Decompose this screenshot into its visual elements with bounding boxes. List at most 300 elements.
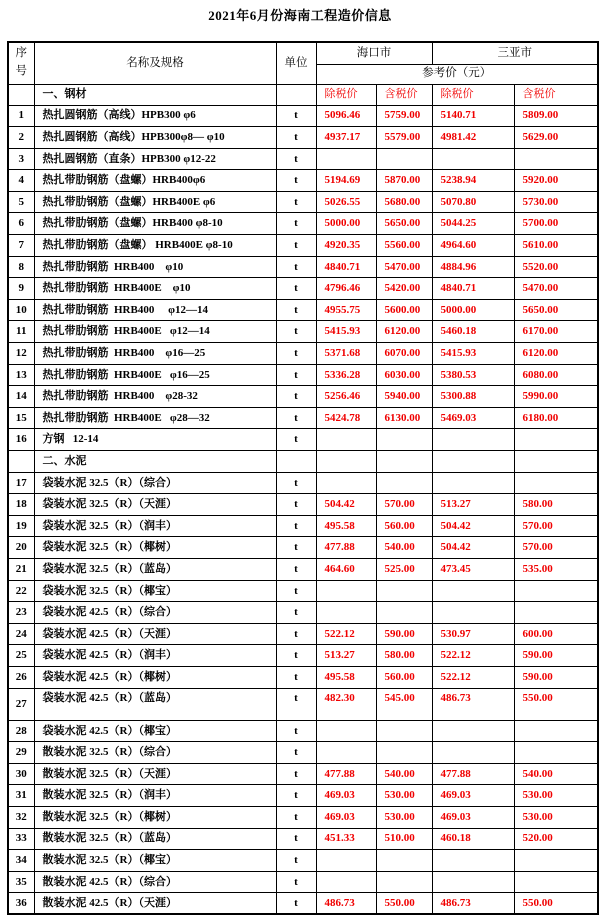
- name-cell: 袋装水泥 32.5（R）（椰宝）: [34, 580, 276, 602]
- name-cell: 热扎带肋钢筋 HRB400E φ10: [34, 278, 276, 300]
- price-cell-inctax-haikou: [376, 451, 432, 473]
- price-cell-inctax-haikou: [376, 720, 432, 742]
- table-row: [8, 343, 598, 365]
- name-cell: 袋装水泥 32.5（R）（综合）: [34, 472, 276, 494]
- table-row: [8, 494, 598, 516]
- price-cell-extax-sanya: 477.88: [432, 763, 514, 785]
- table-row: [8, 645, 598, 667]
- table-row: [8, 763, 598, 785]
- unit-cell: t: [276, 688, 316, 720]
- price-cell-extax-sanya: 4884.96: [432, 256, 514, 278]
- serial-cell: 35: [8, 871, 34, 893]
- price-cell-inctax-sanya: 5920.00: [514, 170, 598, 192]
- price-cell-inctax-haikou: 5870.00: [376, 170, 432, 192]
- price-cell-extax-sanya: 5044.25: [432, 213, 514, 235]
- unit-cell: t: [276, 828, 316, 850]
- price-cell-inctax-sanya: [514, 429, 598, 451]
- unit-cell: [276, 84, 316, 105]
- serial-cell: 23: [8, 602, 34, 624]
- name-cell: 袋装水泥 32.5（R）（椰树）: [34, 537, 276, 559]
- price-cell-inctax-sanya: 550.00: [514, 893, 598, 915]
- price-cell-extax-haikou: 504.42: [316, 494, 376, 516]
- serial-cell: 31: [8, 785, 34, 807]
- price-cell-inctax-sanya: [514, 742, 598, 764]
- serial-cell: 7: [8, 235, 34, 257]
- price-cell-inctax-haikou: 5650.00: [376, 213, 432, 235]
- section-label: 二、水泥: [34, 451, 276, 473]
- price-cell-inctax-sanya: 5610.00: [514, 235, 598, 257]
- price-cell-extax-sanya: 469.03: [432, 785, 514, 807]
- price-cell-extax-sanya: 5380.53: [432, 364, 514, 386]
- price-cell-extax-sanya: 522.12: [432, 645, 514, 667]
- price-cell-inctax-sanya: 5700.00: [514, 213, 598, 235]
- unit-cell: t: [276, 623, 316, 645]
- price-cell-inctax-sanya: 5990.00: [514, 386, 598, 408]
- price-cell-inctax-haikou: 560.00: [376, 666, 432, 688]
- price-cell-extax-haikou: 4840.71: [316, 256, 376, 278]
- price-cell-inctax-sanya: 550.00: [514, 688, 598, 720]
- name-cell: 热扎圆钢筋（直条）HPB300 φ12-22: [34, 148, 276, 170]
- price-cell-inctax-haikou: 550.00: [376, 893, 432, 915]
- serial-cell: 32: [8, 806, 34, 828]
- price-cell-inctax-haikou: 525.00: [376, 558, 432, 580]
- table-row: [8, 666, 598, 688]
- price-cell-inctax-haikou: [376, 850, 432, 872]
- price-cell-extax-haikou: 522.12: [316, 623, 376, 645]
- price-cell-extax-haikou: 477.88: [316, 763, 376, 785]
- name-cell: 袋装水泥 32.5（R）（蓝岛）: [34, 558, 276, 580]
- unit-cell: t: [276, 742, 316, 764]
- price-cell-inctax-haikou: 5600.00: [376, 299, 432, 321]
- serial-cell: 36: [8, 893, 34, 915]
- price-cell-extax-sanya: [432, 148, 514, 170]
- price-cell-extax-haikou: 513.27: [316, 645, 376, 667]
- price-cell-inctax-sanya: 5809.00: [514, 105, 598, 127]
- price-cell-extax-sanya: 486.73: [432, 893, 514, 915]
- serial-cell: 10: [8, 299, 34, 321]
- price-cell-extax-haikou: 4937.17: [316, 127, 376, 149]
- header-inctax-haikou: 含税价: [376, 84, 432, 105]
- unit-cell: t: [276, 871, 316, 893]
- price-cell-extax-haikou: 495.58: [316, 666, 376, 688]
- name-cell: 散装水泥 32.5（R）（天涯）: [34, 763, 276, 785]
- price-cell-extax-sanya: 5415.93: [432, 343, 514, 365]
- price-cell-extax-sanya: 513.27: [432, 494, 514, 516]
- price-cell-inctax-sanya: 6120.00: [514, 343, 598, 365]
- header-name-spec: 名称及规格: [34, 42, 276, 84]
- table-row: [8, 850, 598, 872]
- price-cell-extax-sanya: 4981.42: [432, 127, 514, 149]
- price-cell-extax-sanya: 504.42: [432, 537, 514, 559]
- price-cell-inctax-haikou: 540.00: [376, 537, 432, 559]
- unit-cell: t: [276, 105, 316, 127]
- unit-cell: t: [276, 645, 316, 667]
- name-cell: 袋装水泥 42.5（R）（椰宝）: [34, 720, 276, 742]
- serial-cell: 27: [8, 688, 34, 720]
- price-cell-extax-haikou: 5256.46: [316, 386, 376, 408]
- price-cell-extax-haikou: [316, 148, 376, 170]
- price-cell-extax-haikou: 469.03: [316, 785, 376, 807]
- price-cell-inctax-sanya: 535.00: [514, 558, 598, 580]
- price-cell-extax-haikou: [316, 742, 376, 764]
- serial-cell: 3: [8, 148, 34, 170]
- header-city-haikou: 海口市: [316, 42, 432, 64]
- price-cell-inctax-sanya: 5650.00: [514, 299, 598, 321]
- price-cell-inctax-sanya: 5470.00: [514, 278, 598, 300]
- price-cell-inctax-haikou: [376, 148, 432, 170]
- unit-cell: t: [276, 299, 316, 321]
- price-cell-inctax-sanya: 6170.00: [514, 321, 598, 343]
- price-cell-inctax-haikou: 530.00: [376, 785, 432, 807]
- price-cell-extax-sanya: [432, 742, 514, 764]
- unit-cell: t: [276, 429, 316, 451]
- price-cell-inctax-sanya: 530.00: [514, 806, 598, 828]
- name-cell: 袋装水泥 32.5（R）（天涯）: [34, 494, 276, 516]
- name-cell: 热扎带肋钢筋（盘螺）HRB400φ6: [34, 170, 276, 192]
- unit-cell: t: [276, 666, 316, 688]
- unit-cell: t: [276, 720, 316, 742]
- unit-cell: t: [276, 893, 316, 915]
- unit-cell: t: [276, 850, 316, 872]
- serial-cell: [8, 84, 34, 105]
- serial-cell: 30: [8, 763, 34, 785]
- table-row: [8, 256, 598, 278]
- unit-cell: t: [276, 537, 316, 559]
- price-cell-inctax-sanya: 570.00: [514, 515, 598, 537]
- table-row: [8, 148, 598, 170]
- price-cell-inctax-sanya: 5520.00: [514, 256, 598, 278]
- price-cell-inctax-haikou: [376, 871, 432, 893]
- price-cell-extax-sanya: 460.18: [432, 828, 514, 850]
- unit-cell: t: [276, 494, 316, 516]
- header-extax-haikou: 除税价: [316, 84, 376, 105]
- price-cell-extax-haikou: [316, 580, 376, 602]
- table-row: [8, 407, 598, 429]
- name-cell: 热扎带肋钢筋 HRB400 φ28-32: [34, 386, 276, 408]
- name-cell: 袋装水泥 42.5（R）（综合）: [34, 602, 276, 624]
- table-row: [8, 785, 598, 807]
- price-cell-extax-haikou: 5415.93: [316, 321, 376, 343]
- serial-cell: 25: [8, 645, 34, 667]
- price-cell-extax-haikou: 5424.78: [316, 407, 376, 429]
- price-cell-extax-sanya: 5469.03: [432, 407, 514, 429]
- table-row: [8, 742, 598, 764]
- price-cell-extax-haikou: 4920.35: [316, 235, 376, 257]
- serial-cell: 5: [8, 191, 34, 213]
- serial-cell: 24: [8, 623, 34, 645]
- price-cell-inctax-haikou: 510.00: [376, 828, 432, 850]
- table-row: [8, 170, 598, 192]
- name-cell: 袋装水泥 42.5（R）（天涯）: [34, 623, 276, 645]
- table-row: [8, 515, 598, 537]
- price-cell-inctax-haikou: 5680.00: [376, 191, 432, 213]
- unit-cell: t: [276, 602, 316, 624]
- unit-cell: t: [276, 785, 316, 807]
- name-cell: 热扎带肋钢筋 HRB400E φ12—14: [34, 321, 276, 343]
- name-cell: 散装水泥 32.5（R）（椰树）: [34, 806, 276, 828]
- unit-cell: t: [276, 386, 316, 408]
- header-serial-line2: 号: [15, 65, 27, 78]
- price-cell-inctax-sanya: 570.00: [514, 537, 598, 559]
- price-cell-extax-haikou: 5371.68: [316, 343, 376, 365]
- serial-cell: [8, 451, 34, 473]
- serial-cell: 8: [8, 256, 34, 278]
- price-cell-inctax-haikou: 5579.00: [376, 127, 432, 149]
- price-cell-inctax-haikou: 6130.00: [376, 407, 432, 429]
- table-row: [8, 623, 598, 645]
- name-cell: 热扎圆钢筋（高线）HPB300φ8— φ10: [34, 127, 276, 149]
- price-cell-extax-haikou: 5000.00: [316, 213, 376, 235]
- serial-cell: 6: [8, 213, 34, 235]
- price-cell-inctax-haikou: [376, 580, 432, 602]
- serial-cell: 16: [8, 429, 34, 451]
- price-cell-inctax-sanya: 580.00: [514, 494, 598, 516]
- serial-cell: 11: [8, 321, 34, 343]
- serial-cell: 18: [8, 494, 34, 516]
- header-serial: [8, 42, 34, 84]
- price-cell-extax-sanya: [432, 871, 514, 893]
- price-cell-inctax-haikou: 5470.00: [376, 256, 432, 278]
- unit-cell: t: [276, 127, 316, 149]
- name-cell: 热扎圆钢筋（高线）HPB300 φ6: [34, 105, 276, 127]
- price-cell-extax-haikou: 469.03: [316, 806, 376, 828]
- price-cell-inctax-sanya: [514, 472, 598, 494]
- serial-cell: 21: [8, 558, 34, 580]
- price-cell-inctax-haikou: 540.00: [376, 763, 432, 785]
- price-cell-extax-sanya: [432, 451, 514, 473]
- name-cell: 热扎带肋钢筋 HRB400E φ16—25: [34, 364, 276, 386]
- unit-cell: t: [276, 213, 316, 235]
- price-cell-inctax-haikou: 5560.00: [376, 235, 432, 257]
- price-cell-extax-sanya: 5300.88: [432, 386, 514, 408]
- table-row: [8, 235, 598, 257]
- price-cell-inctax-sanya: [514, 602, 598, 624]
- price-cell-extax-sanya: 504.42: [432, 515, 514, 537]
- serial-cell: 2: [8, 127, 34, 149]
- table-row: [8, 558, 598, 580]
- name-cell: 热扎带肋钢筋 HRB400E φ28—32: [34, 407, 276, 429]
- serial-cell: 4: [8, 170, 34, 192]
- serial-cell: 15: [8, 407, 34, 429]
- name-cell: 散装水泥 32.5（R）（椰宝）: [34, 850, 276, 872]
- price-cell-inctax-sanya: [514, 451, 598, 473]
- price-cell-extax-haikou: [316, 472, 376, 494]
- price-cell-extax-haikou: [316, 871, 376, 893]
- serial-cell: 28: [8, 720, 34, 742]
- unit-cell: t: [276, 407, 316, 429]
- unit-cell: t: [276, 580, 316, 602]
- price-cell-inctax-haikou: 6030.00: [376, 364, 432, 386]
- header-inctax-sanya: 含税价: [514, 84, 598, 105]
- price-cell-inctax-sanya: [514, 720, 598, 742]
- header-extax-sanya: 除税价: [432, 84, 514, 105]
- price-cell-inctax-haikou: 560.00: [376, 515, 432, 537]
- unit-cell: t: [276, 235, 316, 257]
- price-cell-extax-haikou: 451.33: [316, 828, 376, 850]
- table-row: [8, 191, 598, 213]
- table-row: [8, 213, 598, 235]
- serial-cell: 34: [8, 850, 34, 872]
- name-cell: 散装水泥 42.5（R）（综合）: [34, 871, 276, 893]
- table-row: [8, 580, 598, 602]
- price-cell-extax-haikou: 5026.55: [316, 191, 376, 213]
- table-row: [8, 720, 598, 742]
- serial-cell: 29: [8, 742, 34, 764]
- page-title: 2021年6月份海南工程造价信息: [208, 8, 392, 23]
- price-cell-extax-sanya: 530.97: [432, 623, 514, 645]
- price-cell-extax-haikou: 5336.28: [316, 364, 376, 386]
- header-ref-price: 参考价（元）: [316, 64, 598, 84]
- price-cell-extax-sanya: 4964.60: [432, 235, 514, 257]
- table-row: [8, 127, 598, 149]
- unit-cell: t: [276, 343, 316, 365]
- price-cell-extax-haikou: 477.88: [316, 537, 376, 559]
- name-cell: 热扎带肋钢筋 HRB400 φ10: [34, 256, 276, 278]
- header-row-cities: [8, 42, 598, 64]
- price-cell-extax-haikou: 4955.75: [316, 299, 376, 321]
- table-row: [8, 429, 598, 451]
- price-cell-extax-haikou: 486.73: [316, 893, 376, 915]
- table-row: [8, 386, 598, 408]
- price-cell-inctax-haikou: [376, 472, 432, 494]
- unit-cell: t: [276, 321, 316, 343]
- price-cell-inctax-sanya: [514, 148, 598, 170]
- price-cell-extax-haikou: 464.60: [316, 558, 376, 580]
- price-cell-inctax-sanya: 6180.00: [514, 407, 598, 429]
- name-cell: 散装水泥 32.5（R）（蓝岛）: [34, 828, 276, 850]
- price-cell-inctax-sanya: 5730.00: [514, 191, 598, 213]
- unit-cell: t: [276, 472, 316, 494]
- name-cell: 袋装水泥 32.5（R）（润丰）: [34, 515, 276, 537]
- price-cell-inctax-sanya: 520.00: [514, 828, 598, 850]
- price-cell-inctax-sanya: 600.00: [514, 623, 598, 645]
- name-cell: 袋装水泥 42.5（R）（润丰）: [34, 645, 276, 667]
- price-cell-extax-haikou: [316, 429, 376, 451]
- price-cell-extax-sanya: 5070.80: [432, 191, 514, 213]
- serial-cell: 33: [8, 828, 34, 850]
- price-cell-extax-sanya: [432, 429, 514, 451]
- serial-cell: 12: [8, 343, 34, 365]
- unit-cell: t: [276, 806, 316, 828]
- price-cell-extax-sanya: 486.73: [432, 688, 514, 720]
- name-cell: 散装水泥 32.5（R）（润丰）: [34, 785, 276, 807]
- table-row: [8, 299, 598, 321]
- price-cell-inctax-haikou: [376, 602, 432, 624]
- price-cell-inctax-haikou: 6120.00: [376, 321, 432, 343]
- price-cell-inctax-sanya: 590.00: [514, 666, 598, 688]
- serial-cell: 1: [8, 105, 34, 127]
- price-cell-inctax-sanya: 530.00: [514, 785, 598, 807]
- name-cell: 方钢 12-14: [34, 429, 276, 451]
- name-cell: 热扎带肋钢筋（盘螺） HRB400E φ8-10: [34, 235, 276, 257]
- price-cell-extax-sanya: [432, 472, 514, 494]
- unit-cell: t: [276, 278, 316, 300]
- price-cell-inctax-sanya: [514, 871, 598, 893]
- table-row: [8, 688, 598, 720]
- serial-cell: 26: [8, 666, 34, 688]
- price-cell-inctax-haikou: [376, 742, 432, 764]
- table-row: [8, 893, 598, 915]
- price-cell-extax-sanya: 4840.71: [432, 278, 514, 300]
- price-cell-inctax-haikou: 5940.00: [376, 386, 432, 408]
- unit-cell: t: [276, 364, 316, 386]
- serial-cell: 13: [8, 364, 34, 386]
- price-cell-extax-haikou: 482.30: [316, 688, 376, 720]
- price-cell-inctax-haikou: 590.00: [376, 623, 432, 645]
- serial-cell: 22: [8, 580, 34, 602]
- unit-cell: [276, 451, 316, 473]
- price-cell-extax-sanya: [432, 850, 514, 872]
- serial-cell: 9: [8, 278, 34, 300]
- price-cell-extax-haikou: [316, 720, 376, 742]
- header-city-sanya: 三亚市: [432, 42, 598, 64]
- price-table: [7, 41, 599, 915]
- name-cell: 热扎带肋钢筋 HRB400 φ16—25: [34, 343, 276, 365]
- price-cell-inctax-haikou: 570.00: [376, 494, 432, 516]
- table-body: [8, 105, 598, 914]
- unit-cell: t: [276, 515, 316, 537]
- section-row: [8, 451, 598, 473]
- name-cell: 袋装水泥 42.5（R）（椰树）: [34, 666, 276, 688]
- price-cell-extax-sanya: 473.45: [432, 558, 514, 580]
- price-cell-extax-haikou: 5096.46: [316, 105, 376, 127]
- table-row: [8, 828, 598, 850]
- name-cell: 袋装水泥 42.5（R）（蓝岛）: [34, 688, 276, 720]
- price-cell-inctax-sanya: 5629.00: [514, 127, 598, 149]
- price-cell-inctax-haikou: 545.00: [376, 688, 432, 720]
- price-cell-extax-sanya: 5238.94: [432, 170, 514, 192]
- unit-cell: t: [276, 256, 316, 278]
- price-cell-inctax-sanya: [514, 580, 598, 602]
- price-cell-extax-sanya: 5140.71: [432, 105, 514, 127]
- price-cell-extax-sanya: [432, 602, 514, 624]
- table-row: [8, 105, 598, 127]
- price-cell-inctax-haikou: [376, 429, 432, 451]
- section-steel-label: 一、钢材: [34, 84, 276, 105]
- section-row-steel: [8, 84, 598, 105]
- name-cell: 热扎带肋钢筋（盘螺）HRB400E φ6: [34, 191, 276, 213]
- price-cell-inctax-haikou: 6070.00: [376, 343, 432, 365]
- price-cell-extax-sanya: 5000.00: [432, 299, 514, 321]
- table-row: [8, 806, 598, 828]
- price-cell-extax-sanya: 522.12: [432, 666, 514, 688]
- price-cell-inctax-sanya: 590.00: [514, 645, 598, 667]
- name-cell: 热扎带肋钢筋（盘螺）HRB400 φ8-10: [34, 213, 276, 235]
- table-row: [8, 321, 598, 343]
- serial-cell: 20: [8, 537, 34, 559]
- price-cell-extax-haikou: [316, 602, 376, 624]
- price-cell-inctax-sanya: [514, 850, 598, 872]
- table-row: [8, 537, 598, 559]
- price-cell-inctax-sanya: 6080.00: [514, 364, 598, 386]
- table-row: [8, 472, 598, 494]
- serial-cell: 17: [8, 472, 34, 494]
- unit-cell: t: [276, 148, 316, 170]
- price-cell-extax-haikou: 495.58: [316, 515, 376, 537]
- price-cell-extax-haikou: [316, 850, 376, 872]
- header-unit: 单位: [276, 42, 316, 84]
- unit-cell: t: [276, 763, 316, 785]
- header-serial-line1: 序: [15, 47, 27, 60]
- price-cell-extax-haikou: 4796.46: [316, 278, 376, 300]
- price-cell-inctax-haikou: 5759.00: [376, 105, 432, 127]
- table-row: [8, 871, 598, 893]
- price-cell-extax-sanya: [432, 580, 514, 602]
- price-cell-extax-haikou: 5194.69: [316, 170, 376, 192]
- serial-cell: 19: [8, 515, 34, 537]
- price-cell-extax-sanya: 469.03: [432, 806, 514, 828]
- unit-cell: t: [276, 558, 316, 580]
